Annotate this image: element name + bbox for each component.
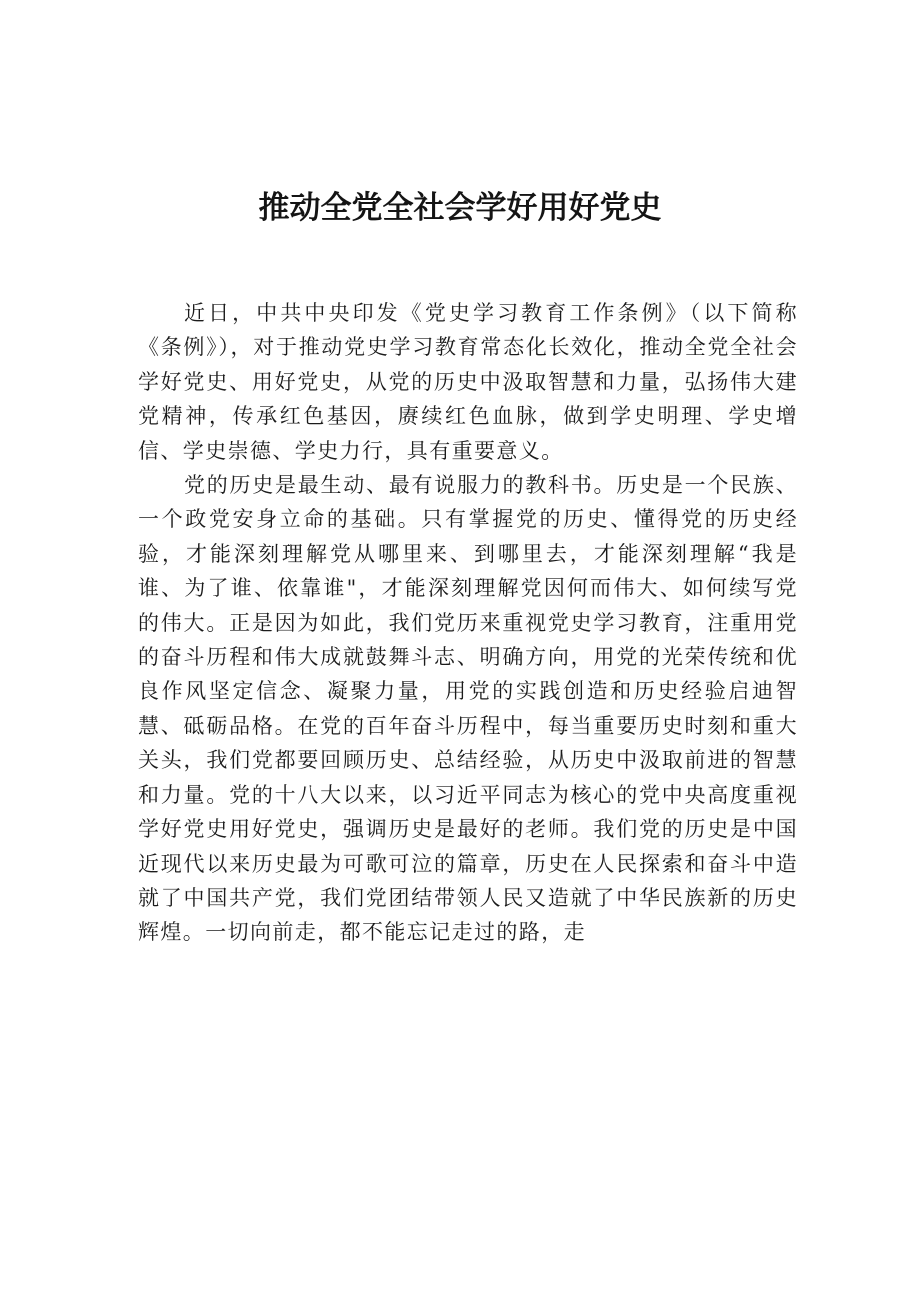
document-body <box>138 296 798 950</box>
document-title: 推动全党全社会学好用好党史 <box>258 190 662 226</box>
paragraph-2: 党的历史是最生动、最有说服力的教科书。历史是一个民族、一个政党安身立命的基础。只有掌握党的历史、懂得党的历史经验，才能深刻理解党从哪里来、到哪里去，才能深刻理解“我是谁、为了谁、依靠谁"，才能深刻理解党因何而伟大、如何续写党的伟大。正是因为如此，我们党历来重视党史学习教育，注重用党的奋斗历程和伟大成就鼓舞斗志、明确方向，用党的光荣传统和优良作风坚定信念、凝聚力量，用党的实践创造和历史经验启迪智慧、砥砺品格。在党的百年奋斗历程中，每当重要历史时刻和重大关头，我们党都要回顾历史、总结经验，从历史中汲取前进的智慧和力量。党的十八大以来，以习近平同志为核心的党中央高度重视学好党史用好党史，强调历史是最好的老师。我们党的历史是中国近现代以来历史最为可歌可泣的篇章，历史在人民探索和奋斗中造就了中国共产党，我们党团结带领人民又造就了中华民族新的历史辉煌。一切向前走，都不能忘记走过的路，走 <box>138 473 798 945</box>
paragraph-1: 近日，中共中央印发《党史学习教育工作条例》（以下简称《条例》），对于推动党史学习教育常态化长效化，推动全党全社会学好党史、用好党史，从党的历史中汲取智慧和力量，弘扬伟大建党精神，传承红色基因，赓续红色血脉，做到学史明理、学史增信、学史崇德、学史力行，具有重要意义。 <box>138 301 798 463</box>
